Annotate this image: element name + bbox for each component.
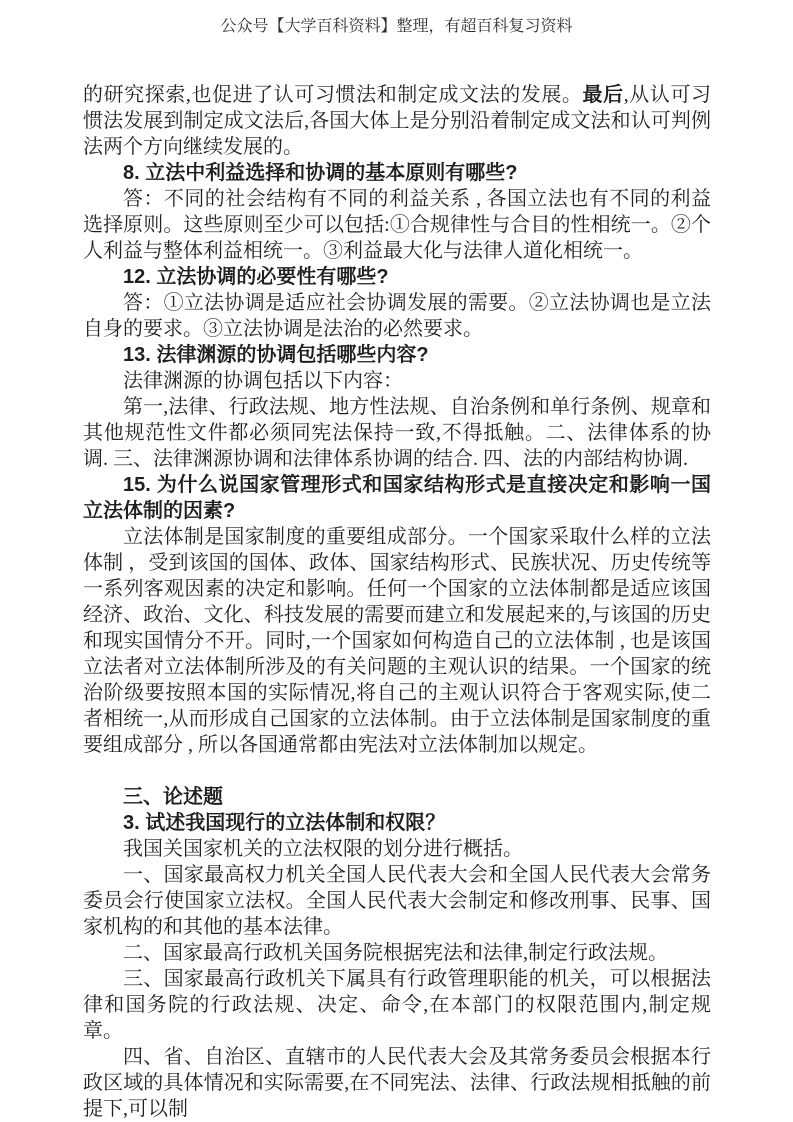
bold-text: 12. 立法协调的必要性有哪些?	[123, 266, 389, 288]
question-heading	[83, 160, 711, 186]
bold-text: 最后	[582, 84, 624, 106]
paragraph	[83, 290, 711, 342]
bold-text: 13. 法律渊源的协调包括哪些内容?	[123, 344, 429, 366]
paragraph	[83, 1044, 711, 1122]
text-run: 四、省、自治区、直辖市的人民代表大会及其常务委员会根据本行政区域的具体情况和实际需要,在不同宪法、法律、行政法规相抵触的前提下,可以制	[83, 1046, 711, 1120]
paragraph	[83, 368, 711, 394]
paragraph	[83, 966, 711, 1044]
text-run: 三、国家最高行政机关下属具有行政管理职能的机关，可以根据法律和国务院的行政法规、决定、命令,在本部门的权限范围内,制定规章。	[83, 968, 711, 1042]
page-header: 公众号【大学百科资料】整理，有超百科复习资料	[220, 18, 573, 35]
text-run: 一、国家最高权力机关全国人民代表大会和全国人民代表大会常务委员会行使国家立法权。全国人民代表大会制定和修改刑事、民事、国家机构的和其他的基本法律。	[83, 864, 711, 938]
paragraph	[83, 186, 711, 264]
blank-line	[83, 758, 711, 784]
question-heading	[83, 784, 711, 810]
text-run: 我国关国家机关的立法权限的划分进行概括。	[123, 838, 523, 860]
bold-text: 3. 试述我国现行的立法体制和权限？	[123, 812, 446, 834]
paragraph	[83, 836, 711, 862]
paragraph	[83, 82, 711, 160]
paragraph	[83, 940, 711, 966]
text-run: 法律渊源的协调包括以下内容：	[123, 370, 403, 392]
question-heading	[83, 810, 711, 836]
paragraph	[83, 394, 711, 472]
bold-text: 8. 立法中利益选择和协调的基本原则有哪些?	[123, 162, 518, 184]
question-heading	[83, 472, 711, 524]
document-content	[83, 82, 711, 1122]
bold-text: 三、论述题	[123, 786, 223, 808]
text-run: 立法体制是国家制度的重要组成部分。一个国家采取什么样的立法体制 ，受到该国的国体、政体、国家结构形式、民族状况、历史传统等一系列客观因素的决定和影响。任何一个国家的立法体制都是适应该国经济、政治、文化、科技发展的需要而建立和发展起来的,与该国的历史和现实国情分不开。同时,一个国家如何构造自己的立法体制 , 也是该国立法者对立法体制所涉及的有关问题的主观认识的结果。一个国家的统治阶级要按照本国的实际情况,将自己的主观认识符合于客观实际,使二者相统一,从而形成自己国家的立法体制。由于立法体制是国家制度的重要组成部分 , 所以各国通常都由宪法对立法体制加以规定。	[83, 526, 711, 756]
question-heading	[83, 264, 711, 290]
text-run: 二、国家最高行政机关国务院根据宪法和法律,制定行政法规。	[123, 942, 668, 964]
text-run: ,从认可习惯法发展到制定成文法后,各国大体上是分别沿着制定成文法和认可判例法两个方向继续发展的。	[83, 84, 712, 158]
text-run: 的研究探索,也促进了认可习惯法和制定成文法的发展。	[83, 84, 583, 106]
text-run: 第一,法律、行政法规、地方性法规、自治条例和单行条例、规章和其他规范性文件都必须同宪法保持一致,不得抵触。二、法律体系的协调. 三、法律渊源协调和法律体系协调的结合. 四、法的内部结构协调.	[83, 396, 711, 470]
question-heading	[83, 342, 711, 368]
text-run: 答：①立法协调是适应社会协调发展的需要。②立法协调也是立法自身的要求。③立法协调是法治的必然要求。	[83, 292, 711, 340]
bold-text: 15. 为什么说国家管理形式和国家结构形式是直接决定和影响一国立法体制的因素?	[83, 474, 711, 522]
paragraph	[83, 524, 711, 758]
paragraph	[83, 862, 711, 940]
text-run: 答：不同的社会结构有不同的利益关系 , 各国立法也有不同的利益选择原则。这些原则至少可以包括:①合规律性与合目的性相统一。②个人利益与整体利益相统一。③利益最大化与法律人道化相统一。	[83, 188, 711, 262]
